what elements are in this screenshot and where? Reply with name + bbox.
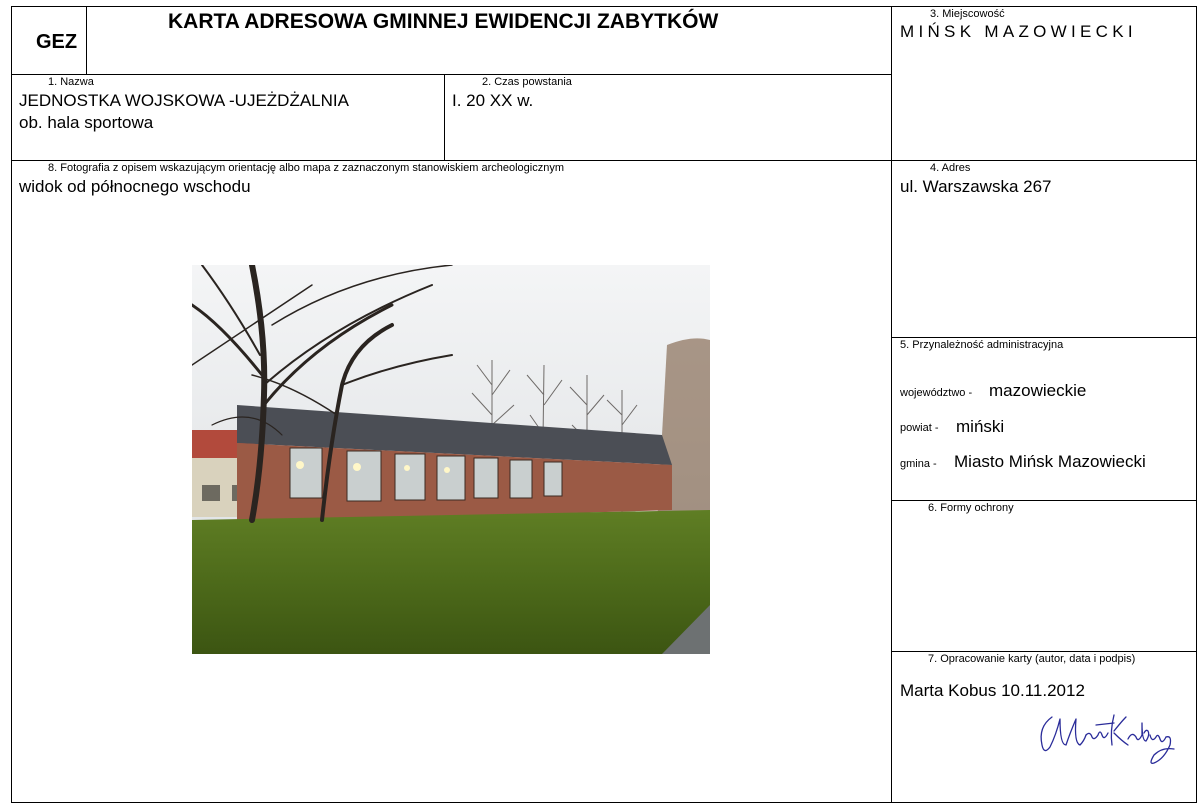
address-value: ul. Warszawska 267 [900,177,1052,196]
building-photo [192,265,710,654]
card-title: KARTA ADRESOWA GMINNEJ EWIDENCJI ZABYTKÓW [168,10,719,33]
voivodeship-value: mazowieckie [989,381,1087,400]
name-value-line2: ob. hala sportowa [19,113,154,132]
protection-label: 6. Formy ochrony [928,502,1014,514]
commune-value: Miasto Mińsk Mazowiecki [954,452,1146,471]
county-label: powiat - [900,422,939,434]
protection-cell [891,500,1197,652]
photo-label: 8. Fotografia z opisem wskazującym orientację albo mapa z zaznaczonym stanowiskiem archeologicznym [48,162,565,174]
locality-value: MIŃSK MAZOWIECKI [900,22,1137,41]
name-label: 1. Nazwa [48,76,94,88]
period-label: 2. Czas powstania [482,76,572,88]
admin-label: 5. Przynależność administracyjna [900,339,1064,351]
author-value: Marta Kobus 10.11.2012 [900,681,1085,700]
photo-caption: widok od północnego wschodu [19,177,251,196]
signature [1030,705,1180,765]
locality-label: 3. Miejscowość [930,8,1005,20]
commune-label: gmina - [900,458,937,470]
address-label: 4. Adres [930,162,971,174]
author-label: 7. Opracowanie karty (autor, data i podpis) [928,653,1136,665]
name-value-line1: JEDNOSTKA WOJSKOWA -UJEŻDŻALNIA [19,91,349,110]
header-code: GEZ [36,31,78,53]
voivodeship-label: województwo - [900,387,973,399]
county-value: miński [956,417,1005,436]
admin-cell [891,337,1197,501]
period-value: I. 20 XX w. [452,91,534,110]
